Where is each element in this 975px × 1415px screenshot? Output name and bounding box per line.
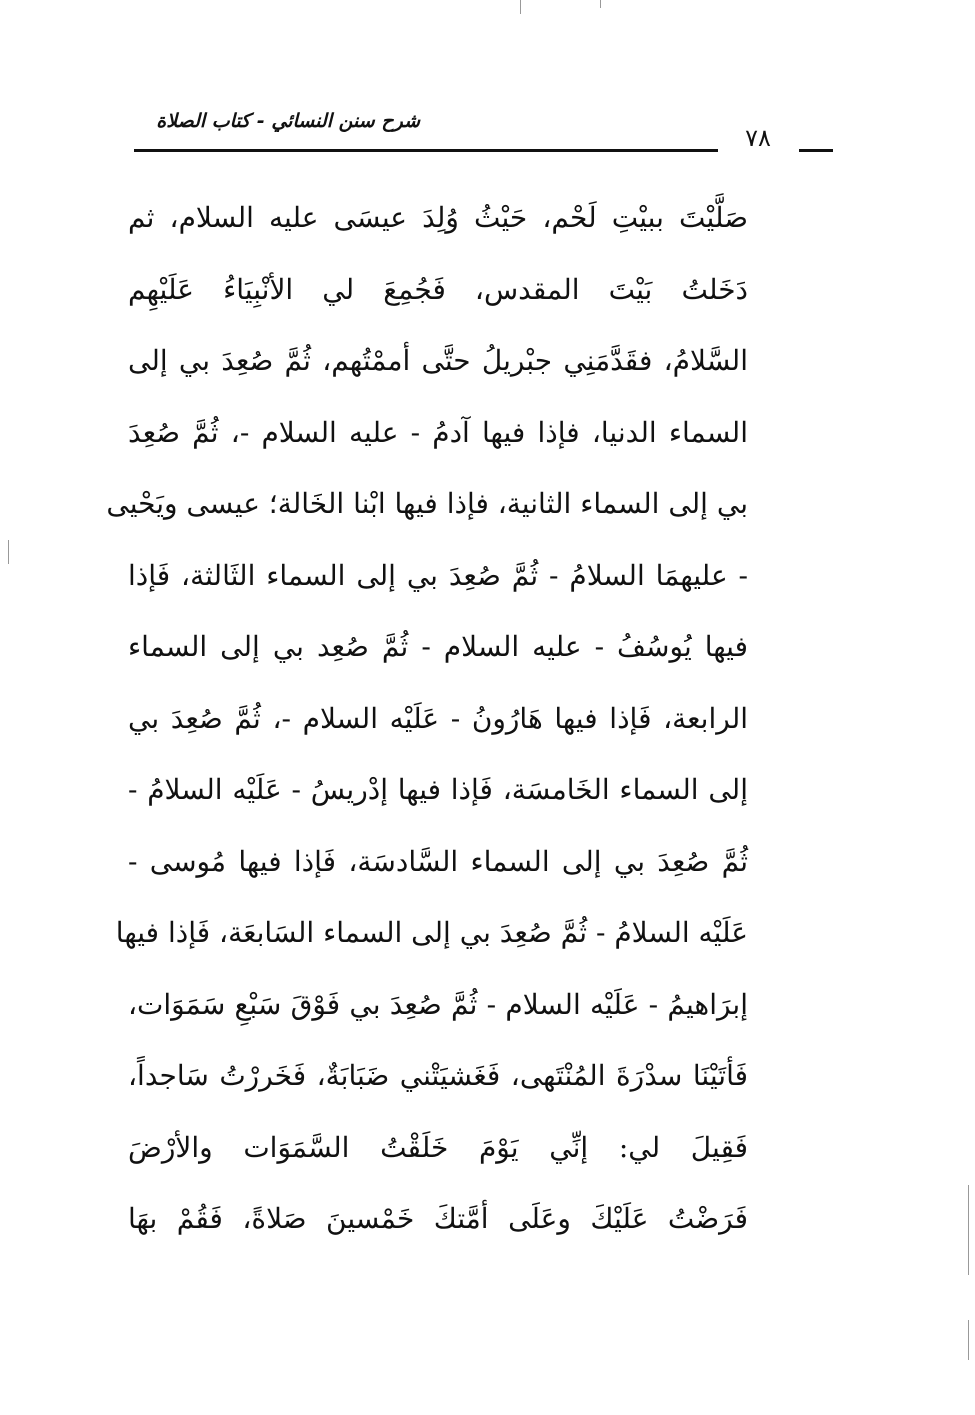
scan-mark-top [520, 0, 521, 14]
body-line: فَرَضْتُ عَلَيْكَ وعَلَى أمَّتكَ خَمْسينَ صَلاةً، فَقُمْ بهَا [128, 1202, 748, 1235]
body-line: دَخَلتُ بَيْتَ المقدس، فَجُمِعَ لي الأنْبِيَاءُ عَلَيْهِم [128, 272, 748, 306]
scan-mark-right [968, 1185, 969, 1275]
body-line: فيها يُوسُفُ - عليه السلام - ثُمَّ صُعِد بي إلى السماء [128, 630, 748, 663]
body-line: فَقِيلَ لي: إنِّي يَوْمَ خَلَقْتُ السَّمَوَات والأرْضَ [128, 1130, 748, 1164]
body-line: فَأتَيْنَا سدْرَةَ المُنْتَهى، فَغَشيَتْني ضَبَابَةٌ، فَخَررْتُ سَاجداً، [128, 1059, 748, 1092]
body-line: عَلَيْه السلامُ - ثُمَّ صُعِدَ بي إلى السماء السَابعَة، فَإذا فيها [115, 916, 748, 949]
body-line: إلى السماء الخَامسَة، فَإذا فيها إدْريسُ - عَلَيْه السلامُ - [128, 773, 748, 806]
page-number-rule [799, 149, 833, 152]
body-line: الرابعة، فَإذا فيها هَارُونُ - عَلَيْه السلام -، ثُمَّ صُعِدَ بي [128, 701, 748, 735]
body-line: إبرَاهيمُ - عَلَيْه السلام - ثُمَّ صُعِدَ بي فَوْقَ سَبْعِ سَمَوَات، [128, 987, 748, 1021]
scan-mark-top [600, 0, 601, 8]
header-rule [134, 149, 718, 152]
scan-mark-left [8, 540, 9, 564]
body-line: - عليهمَا السلامُ - ثُمَّ صُعِدَ بي إلى السماء الثَالثة، فَإذا [128, 558, 748, 592]
body-line: بي إلى السماء الثانية، فإذا فيها ابْنا الخَالة؛ عيسى ويَحْيى [106, 487, 748, 520]
running-header-title: شرح سنن النسائي - كتاب الصلاة [156, 110, 420, 132]
body-line: ثُمَّ صُعِدَ بي إلى السماء السَّادسَة، فَإذا فيها مُوسى - [128, 844, 749, 878]
body-text [106, 182, 749, 1255]
body-line: السَّلامُ، فقَدَّمَنِي جبْريلُ حتَّى أممْتُهم، ثُمَّ صُعِدَ بي إلى [128, 344, 748, 377]
scan-mark-right [968, 1320, 969, 1360]
page-number: ٧٨ [745, 124, 771, 152]
body-line: صَلَّيْتَ ببيْتِ لَحْم، حَيْثُ وُلِدَ عيسَى عليه السلام، ثم [128, 201, 748, 234]
body-line: السماء الدنيا، فإذا فيها آدمُ - عليه السلام -، ثُمَّ صُعِدَ [128, 415, 748, 449]
